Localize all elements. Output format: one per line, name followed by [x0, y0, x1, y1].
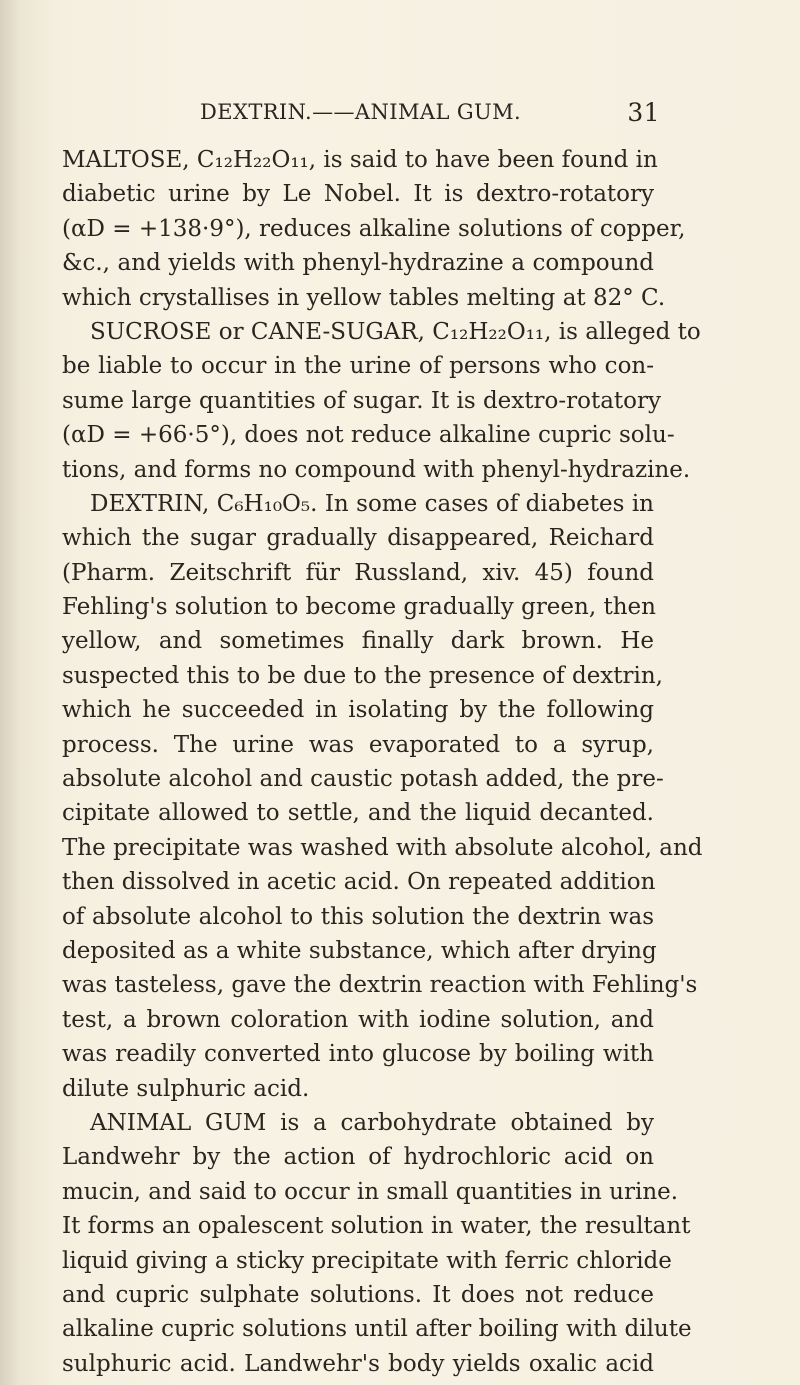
text-line: absolute alcohol and caustic potash added, the pre-: [62, 766, 664, 793]
text-line: which crystallises in yellow tables melting at 82° C.: [62, 284, 666, 311]
text-line: process. The urine was evaporated to a syrup,: [62, 731, 654, 758]
text-line: (Pharm. Zeitschrift für Russland, xiv. 45) found: [62, 559, 654, 586]
text-line: yellow, and sometimes finally dark brown. He: [62, 628, 654, 655]
text-line: be liable to occur in the urine of persons who con-: [62, 353, 654, 380]
text-line: and cupric sulphate solutions. It does not reduce: [62, 1281, 654, 1308]
text-line: sume large quantities of sugar. It is dextro-rotatory: [62, 387, 661, 414]
text-line: ANIMAL GUM is a carbohydrate obtained by: [90, 1109, 654, 1136]
text-line: The precipitate was washed with absolute alcohol, and: [62, 834, 703, 861]
text-line: Fehling's solution to become gradually green, then: [62, 594, 656, 621]
text-line: mucin, and said to occur in small quantities in urine.: [62, 1178, 679, 1205]
text-line: liquid giving a sticky precipitate with ferric chloride: [62, 1247, 672, 1274]
text-line: It forms an opalescent solution in water, the resultant: [62, 1213, 691, 1240]
page-header: [200, 98, 660, 132]
text-line: was tasteless, gave the dextrin reaction with Fehling's: [62, 972, 698, 999]
text-line: was readily converted into glucose by boiling with: [62, 1041, 654, 1068]
text-line: tions, and forms no compound with phenyl-hydrazine.: [62, 456, 691, 483]
text-line: &c., and yields with phenyl-hydrazine a compound: [62, 250, 654, 277]
running-title: DEXTRIN.——ANIMAL GUM.: [200, 100, 522, 124]
text-line: DEXTRIN, C₆H₁₀O₅. In some cases of diabetes in: [90, 490, 654, 517]
text-line: MALTOSE, C₁₂H₂₂O₁₁, is said to have been found in: [62, 147, 658, 173]
text-line: which he succeeded in isolating by the following: [62, 697, 654, 724]
text-line: then dissolved in acetic acid. On repeated addition: [62, 869, 656, 896]
text-line: test, a brown coloration with iodine solution, and: [62, 1006, 654, 1033]
text-line: diabetic urine by Le Nobel. It is dextro-rotatory: [62, 181, 654, 208]
text-line: (αD = +66·5°), does not reduce alkaline cupric solu-: [62, 422, 675, 449]
text-line: sulphuric acid. Landwehr's body yields oxalic acid: [62, 1350, 654, 1377]
page-number: 31: [627, 98, 660, 127]
text-line: alkaline cupric solutions until after boiling with dilute: [62, 1316, 692, 1343]
text-line: (αD = +138·9°), reduces alkaline solutions of copper,: [62, 215, 686, 242]
text-line: suspected this to be due to the presence of dextrin,: [62, 662, 663, 689]
text-line: deposited as a white substance, which after drying: [62, 937, 657, 964]
text-line: dilute sulphuric acid.: [62, 1075, 310, 1102]
text-line: of absolute alcohol to this solution the dextrin was: [62, 903, 654, 930]
text-line: SUCROSE or CANE-SUGAR, C₁₂H₂₂O₁₁, is alleged to: [90, 318, 701, 345]
body-text: [62, 143, 703, 1381]
text-line: Landwehr by the action of hydrochloric acid on: [62, 1144, 654, 1171]
text-line: which the sugar gradually disappeared, Reichard: [62, 525, 654, 552]
text-line: cipitate allowed to settle, and the liquid decanted.: [62, 800, 654, 827]
